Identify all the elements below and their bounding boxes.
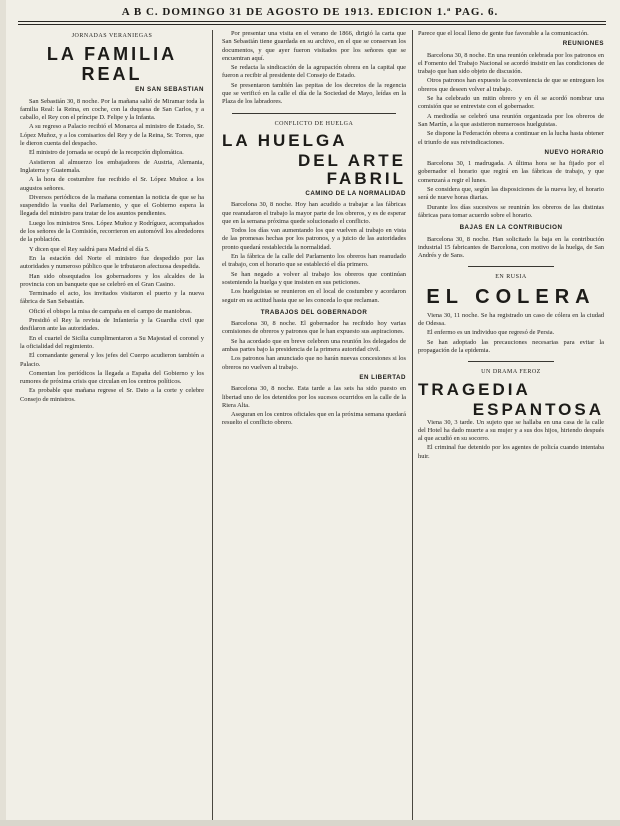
paragraph: En el cuartel de Sicilia cumplimentaron a Su Majestad el coronel y la oficialidad del regimiento.	[20, 334, 204, 350]
header-rule	[18, 21, 606, 22]
column-1	[20, 30, 204, 820]
article-headline-arte-fabril: DEL ARTE FABRIL	[297, 150, 406, 188]
paragraph: Se ha acordado que en breve celebren una reunión los delegados de ambas partes bajo la presidencia de la primera autoridad civil.	[222, 337, 406, 354]
paragraph: Se ha celebrado un mitin obrero y en él se acordó nombrar una comisión que se entreviste con el gobernador.	[418, 95, 604, 111]
article-subhead: REUNIONES	[562, 40, 604, 48]
column-divider-1	[212, 30, 213, 820]
paragraph: Se han negado a volver al trabajo los obreros que continúan sosteniendo la huelga y que insisten en sus peticiones.	[222, 270, 406, 286]
article-subhead: NUEVO HORARIO	[544, 148, 604, 156]
paragraph: Todos los días van aumentando los que vuelven al trabajo en vista de las promesas hechas por los patronos, y a juicio de las autoridades pronto quedará restablecida la normalidad.	[222, 227, 406, 251]
paragraph: Barcelona 30, 8 noche. En una reunión celebrada por los patronos en el Fomento del Trabajo Nacional se acordó insistir en las condiciones de trabajo que han sido objeto de discusión.	[418, 51, 604, 76]
article-headline-huelga: LA HUELGA	[222, 130, 348, 150]
paragraph: Se considera que, según las disposiciones de la nueva ley, el horario será de nueve horas diarias.	[418, 186, 604, 202]
paragraph: Otros patronos han expuesto la conveniencia de que se entreguen los obreros que deseen volver al trabajo.	[418, 77, 604, 93]
column-2	[222, 30, 406, 820]
paragraph: Comentan los periódicos la llegada a España del Gobierno y los rumores de próxima crisis que circulan en los centros políticos.	[20, 369, 204, 386]
article-headline-familia-real: LA FAMILIA REAL	[46, 44, 178, 85]
article-subhead: EN LIBERTAD	[359, 373, 406, 381]
paragraph: A mediodía se celebró una reunión organizada por los obreros de San Martín, a la que asistieron numerosos huelguistas.	[418, 112, 604, 128]
paragraph: El criminal fue detenido por los agentes de policía cuando intentaba huir.	[418, 444, 604, 460]
column-3	[418, 30, 604, 820]
paragraph: Presidió el Rey la revista de Infantería y la Guardia civil que desfilaron ante las autoridades.	[20, 317, 204, 333]
article-headline-espantosa: ESPANTOSA	[472, 399, 604, 419]
paragraph: El comandante general y los jefes del Cuerpo acudieron también a Palacio.	[20, 352, 204, 368]
article-body	[20, 98, 204, 404]
page-left-edge	[0, 0, 6, 826]
paragraph: Parece que el local lleno de gente fue favorable a la comunicación.	[418, 30, 589, 37]
paragraph: Se redacta la sindicación de la agrupación obrera en la capital que fueron a recibir al presidente del Consejo de Estado.	[222, 64, 406, 80]
paragraph: Barcelona 30, 8 noche. Esta tarde a las seis ha sido puesto en libertad uno de los detenidos por los sucesos ocurridos en la calle de la Riera Alta.	[222, 385, 406, 409]
section-divider	[468, 266, 554, 267]
page-bottom-edge	[0, 820, 620, 826]
paragraph: Diversos periódicos de la mañana comentan la noticia de que se ha suspendido la vuelta del Parlamento, y que el Gobierno espera la llegada del ministro para tratar de los asuntos pendientes.	[20, 193, 204, 218]
section-kicker: UN DRAMA FEROZ	[481, 369, 541, 376]
paragraph: El ministro de jornada se ocupó de la recepción diplomática.	[29, 149, 184, 157]
page-header: A B C. DOMINGO 31 DE AGOSTO DE 1913. EDICION 1.ª PAG. 6.	[121, 6, 499, 18]
paragraph: Aseguran en los centros oficiales que en la próxima semana quedará resuelto el conflicto obrero.	[222, 411, 406, 427]
paragraph: San Sebastián 30, 8 noche. Por la mañana salió de Miramar toda la familia Real: la Reina, en coche, con la duquesa de San Carlos, y a caballo, el Rey con el príncipe D. Felipe y la Infanta.	[20, 97, 204, 122]
paragraph: Barcelona 30, 8 noche. Han solicitado la baja en la contribución industrial 15 fabricantes de Barcelona, con motivo de la huelga, de San Andrés y de Sans.	[418, 235, 604, 260]
article-subhead: CAMINO DE LA NORMALIDAD	[305, 189, 406, 197]
section-divider	[232, 113, 396, 114]
paragraph: Se presentaron también las pepitas de los decretos de la regencia que se verificó en la calle el día de la Sociedad de Mayo, leídas en la Plaza de los labradores.	[222, 81, 406, 106]
section-kicker: EN RUSIA	[495, 274, 527, 281]
paragraph: Viena 30, 11 noche. Se ha registrado un caso de cólera en la ciudad de Odessa.	[418, 311, 604, 328]
article-subhead: EN SAN SEBASTIAN	[135, 86, 204, 94]
paragraph: A la hora de costumbre fue recibido el Sr. López Muñoz a los augustos señores.	[20, 176, 204, 192]
section-divider	[468, 361, 554, 362]
article-headline-tragedia: TRAGEDIA	[418, 379, 531, 399]
paragraph: Los huelguistas se reunieron en el local de costumbre y acordaron seguir en su actitud hasta que se les conceda lo que reclaman.	[222, 288, 406, 304]
article-headline-colera: EL COLERA	[426, 285, 596, 308]
paragraph: Se han adoptado las precauciones necesarias para evitar la propagación de la epidemia.	[418, 338, 604, 354]
paragraph: El enfermo es un individuo que regresó de Persia.	[427, 329, 555, 337]
paragraph: En la fábrica de la calle del Parlamento los obreros han reanudado el trabajo, con el horario que se estableció el día primero.	[222, 253, 406, 269]
paragraph: Es probable que mañana regrese el Sr. Dato a la corte y celebre Consejo de ministros.	[20, 387, 204, 403]
paragraph: Barcelona 30, 1 madrugada. A última hora se ha fijado por el gobernador el horario que regirá en las fábricas de trabajo, y que comenzará a regir el lunes.	[418, 160, 604, 184]
paragraph: Ofició el obispo la misa de campaña en el campo de maniobras.	[29, 307, 192, 315]
paragraph: Los patronos han anunciado que no harán nuevas concesiones si los obreros no vuelven al trabajo.	[222, 355, 406, 371]
column-divider-2	[412, 30, 413, 820]
header-rule-second	[18, 24, 606, 25]
paragraph: Luego los ministros Sres. López Muñoz y Rodríguez, acompañados de los señores de la Comisión, recorrieron en automóvil los alrededores de la población.	[20, 219, 204, 244]
paragraph: Han sido obsequiados los gobernadores y los alcaldes de la provincia con un banquete que se celebró en el Gran Casino.	[20, 272, 204, 288]
paragraph: Viena 30, 3 tarde. Un sujeto que se hallaba en una casa de la calle del Hotel ha dado muerte a su mujer y a sus dos hijos, hiriendo después al que acudió en su socorro.	[418, 418, 604, 443]
paragraph: Se dispone la Federación obrera a continuar en la lucha hasta obtener el triunfo de sus reivindicaciones.	[418, 130, 604, 146]
paragraph: Por presentar una visita en el verano de 1866, dirigió la carta que San Sebastián tiene guardada en su archivo, en el que se conservan los documentos, y que ayer fueron visitados por los señores que se encuentran aquí.	[222, 30, 406, 62]
section-kicker: JORNADAS VERANIEGAS	[71, 33, 153, 39]
section-kicker: CONFLICTO DE HUELGA	[274, 120, 354, 127]
paragraph: Y dicen que el Rey saldrá para Madrid el día 5.	[29, 245, 150, 253]
article-subhead: TRABAJOS DEL GOBERNADOR	[260, 308, 368, 316]
paragraph: Barcelona 30, 8 noche. El gobernador ha recibido hoy varias comisiones de obreros y patronos que le han expuesto sus aspiraciones.	[222, 320, 406, 336]
paragraph: Barcelona 30, 8 noche. Hoy han acudido a trabajar a las fábricas que reanudaron el trabajo la mayor parte de los obreros, y es de esperar que en la semana próxima quede solucionado el conflicto.	[222, 201, 406, 225]
paragraph: Asistieron al almuerzo los embajadores de Austria, Alemania, Inglaterra y Guatemala.	[20, 158, 204, 174]
article-subhead: BAJAS EN LA CONTRIBUCION	[459, 224, 563, 232]
paragraph: Terminado el acto, los invitados visitaron el puerto y la nueva fábrica de San Sebastián.	[20, 290, 204, 306]
paragraph: En la estación del Norte el ministro fue despedido por las autoridades y numeroso público que le tributaron afectuosa despedida.	[20, 254, 204, 271]
paragraph: Durante los días sucesivos se reunirán los obreros de las distintas fábricas para tomar acuerdo sobre el horario.	[418, 203, 604, 219]
paragraph: A su regreso a Palacio recibió el Monarca al ministro de Estado, Sr. López Muñoz, y a los comisarios del Rey y de la Reina, Sr. Torres, que le dieron cuenta del despacho.	[20, 123, 204, 148]
